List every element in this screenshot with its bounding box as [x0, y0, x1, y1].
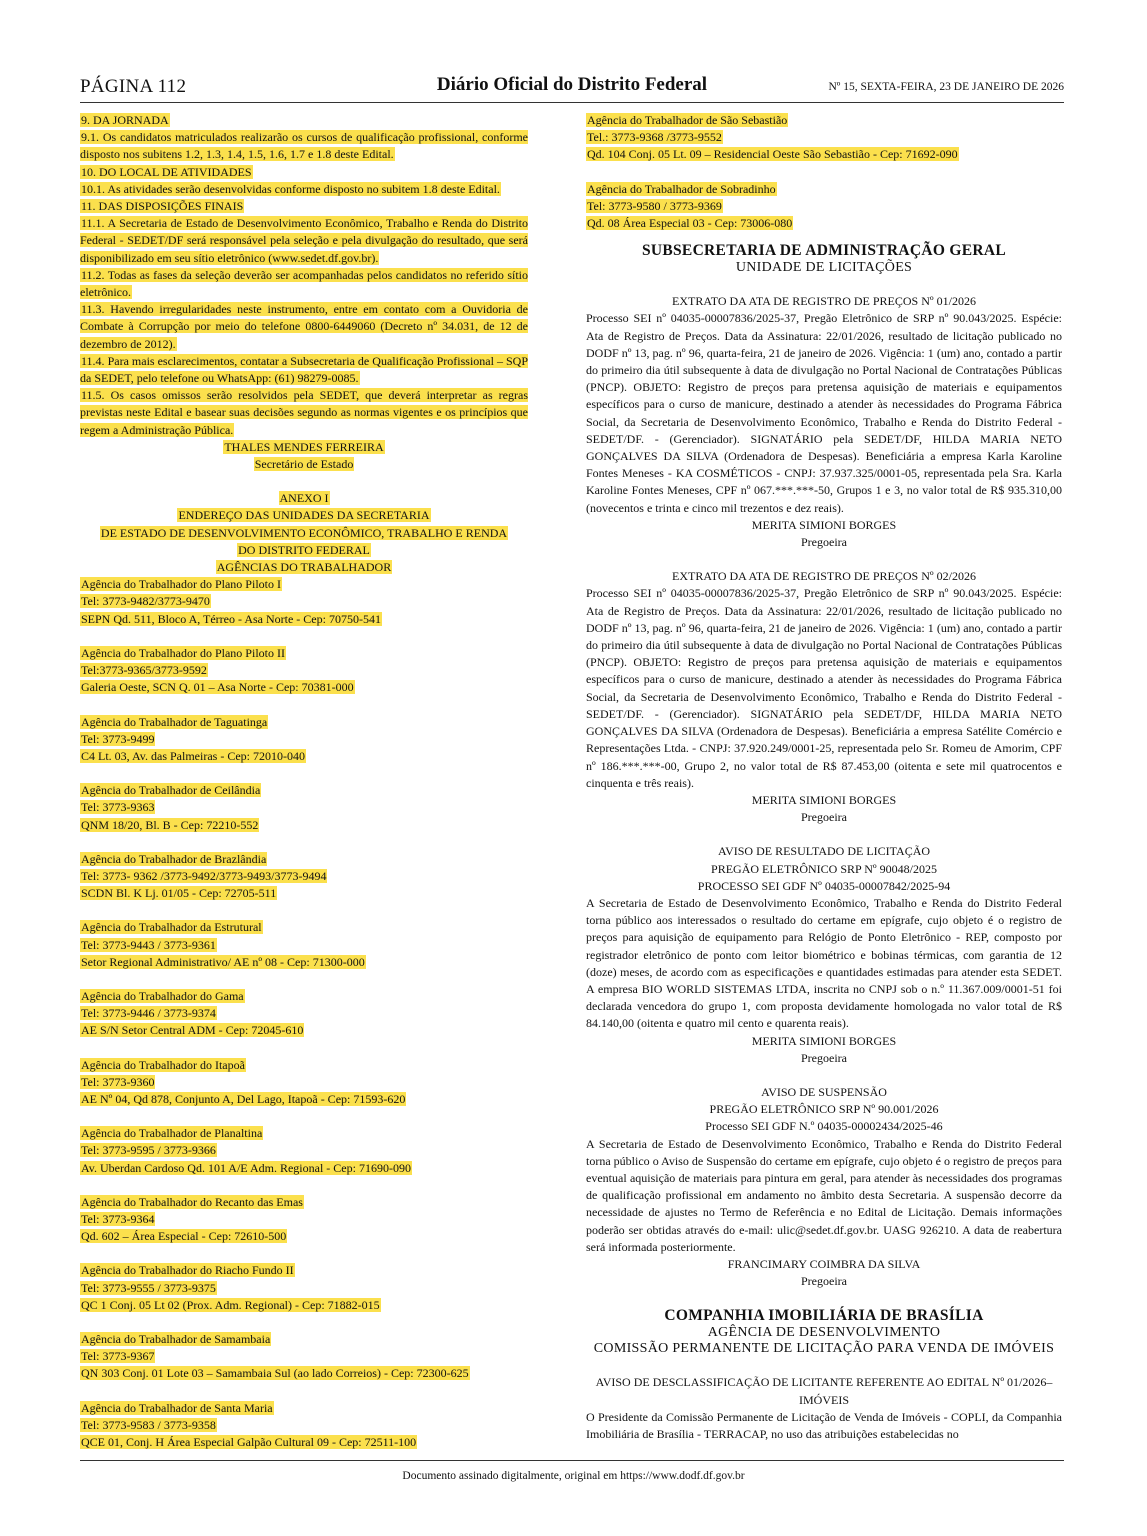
- edital-line: 10. DO LOCAL DE ATIVIDADES: [81, 164, 252, 179]
- annex-heading: AGÊNCIAS DO TRABALHADOR: [216, 560, 392, 575]
- agency-tel: Tel: 3773-9367: [81, 1349, 155, 1364]
- agency-name: Agência do Trabalhador do Plano Piloto II: [81, 645, 285, 660]
- signer-role: Pregoeira: [801, 810, 847, 825]
- agency-address: QN 303 Conj. 01 Lote 03 – Samambaia Sul (ao lado Correios) - Cep: 72300-625: [81, 1366, 469, 1381]
- footer-divider: [80, 1460, 1064, 1461]
- agency-name: Agência do Trabalhador de Brazlândia: [81, 851, 267, 866]
- edital-line: 11.2. Todas as fases da seleção deverão ser acompanhadas pelos candidatos no referido sítio eletrônico.: [80, 267, 528, 300]
- agency-address: Setor Regional Administrativo/ AE nº 08 - Cep: 71300-000: [81, 954, 365, 969]
- agency-name: Agência do Trabalhador de Santa Maria: [81, 1400, 273, 1415]
- agency-address: QNM 18/20, Bl. B - Cep: 72210-552: [81, 817, 259, 832]
- agency-tel: Tel: 3773-9595 / 3773-9366: [81, 1143, 216, 1158]
- aviso-title: AVISO DE DESCLASSIFICAÇÃO DE LICITANTE REFERENTE AO EDITAL Nº 01/2026–IMÓVEIS: [595, 1375, 1053, 1407]
- annex-title: ANEXO I: [279, 491, 329, 506]
- agency-tel: Tel:3773-9365/3773-9592: [81, 663, 207, 678]
- aviso-subtitle: PREGÃO ELETRÔNICO SRP Nº 90048/2025: [711, 861, 937, 876]
- agency-tel: Tel: 3773-9580 / 3773-9369: [587, 198, 722, 213]
- section-subtitle: COMISSÃO PERMANENTE DE LICITAÇÃO PARA VENDA DE IMÓVEIS: [593, 1341, 1055, 1357]
- annex-heading: ENDEREÇO DAS UNIDADES DA SECRETARIA: [178, 508, 430, 523]
- aviso-body: O Presidente da Comissão Permanente de Licitação de Venda de Imóveis - COPLI, da Companhia Imobiliária de Brasília - TERRACAP, no uso das atribuições estabelecidas no: [586, 1409, 1062, 1441]
- annex-heading: DE ESTADO DE DESENVOLVIMENTO ECONÔMICO, TRABALHO E RENDA: [100, 525, 508, 540]
- edital-line: 11.4. Para mais esclarecimentos, contatar a Subsecretaria de Qualificação Profissional – SQP da SEDET, pelo telefone ou WhatsApp: (61) 98279-0085.: [80, 353, 528, 386]
- agency-name: Agência do Trabalhador do Recanto das Emas: [81, 1194, 303, 1209]
- edital-line: 11.1. A Secretaria de Estado de Desenvolvimento Econômico, Trabalho e Renda do Distrito Federal - SEDET/DF será responsável pela seleção e pela divulgação do resultado, que será disponibilizado em seu sítio eletrônico (www.sedet.df.gov.br).: [80, 216, 528, 265]
- agency-name: Agência do Trabalhador de Planaltina: [81, 1126, 263, 1141]
- aviso-body: A Secretaria de Estado de Desenvolvimento Econômico, Trabalho e Renda do Distrito Federal torna público aos interessados o resultado do certame em epígrafe, cujo objeto é o registro de preços para aquisição de equipamento para Relógio de Ponto Eletrônico - REP, composto por registrador eletrônico de ponto com leitor biométrico e bobinas térmicas, com garantia de 12 (doze) meses, de acordo com as especificações e quantidades estimadas para atender esta SEDET. A empresa BIO WORLD SISTEMAS LTDA, inscrita no CNPJ sob o n.º 11.367.009/0001-51 foi declarada vencedora do grupo 1, com proposta devidamente homologada no valor total de R$ 84.140,00 (oitenta e quatro mil cento e quarenta reais).: [586, 895, 1062, 1031]
- edital-line: 9. DA JORNADA: [81, 113, 169, 127]
- agency-name: Agência do Trabalhador de São Sebastião: [587, 113, 788, 127]
- agency-address: SEPN Qd. 511, Bloco A, Térreo - Asa Norte - Cep: 70750-541: [81, 611, 381, 626]
- agency-name: Agência do Trabalhador do Itapoã: [81, 1057, 245, 1072]
- aviso-title: AVISO DE RESULTADO DE LICITAÇÃO: [717, 844, 931, 859]
- aviso-title: AVISO DE SUSPENSÃO: [761, 1084, 887, 1099]
- agency-address: Galeria Oeste, SCN Q. 01 – Asa Norte - Cep: 70381-000: [81, 680, 354, 695]
- edital-line: 11.3. Havendo irregularidades neste instrumento, entre em contato com a Ouvidoria de Combate à Corrupção por meio do telefone 0800-6449060 (Decreto nº 34.031, de 12 de dezembro de 2012).: [80, 302, 528, 351]
- agency-tel: Tel: 3773-9364: [81, 1211, 155, 1226]
- extrato-title: EXTRATO DA ATA DE REGISTRO DE PREÇOS Nº 01/2026: [672, 294, 976, 309]
- signer-name: FRANCIMARY COIMBRA DA SILVA: [727, 1256, 921, 1271]
- agency-address: Av. Uberdan Cardoso Qd. 101 A/E Adm. Regional - Cep: 71690-090: [81, 1160, 411, 1175]
- page-number: PÁGINA 112: [80, 76, 187, 97]
- journal-title: Diário Oficial do Distrito Federal: [436, 74, 708, 95]
- agency-tel: Tel: 3773-9360: [81, 1074, 155, 1089]
- agency-address: AE S/N Setor Central ADM - Cep: 72045-610: [81, 1023, 304, 1038]
- edital-line: 9.1. Os candidatos matriculados realizarão os cursos de qualificação profissional, conforme disposto nos subitens 1.2, 1.3, 1.4, 1.5, 1.6, 1.7 e 1.8 deste Edital.: [80, 130, 528, 162]
- agency-tel: Tel: 3773-9443 / 3773-9361: [81, 937, 216, 952]
- agency-tel: Tel: 3773-9446 / 3773-9374: [81, 1006, 216, 1021]
- agency-tel: Tel: 3773-9363: [81, 800, 155, 815]
- agency-tel: Tel: 3773-9555 / 3773-9375: [81, 1280, 216, 1295]
- edital-line: 11.5. Os casos omissos serão resolvidos pela SEDET, que deverá interpretar as regras previstas neste Edital e basear suas decisões segundo as normas vigentes e os princípios que regem a Administração Pública.: [80, 388, 528, 437]
- extrato-body: Processo SEI nº 04035-00007836/2025-37, Pregão Eletrônico de SRP nº 90.043/2025. Espécie: Ata de Registro de Preços. Data da Assinatura: 22/01/2026, resultado de licitação publicado no DODF nº 13, pag. nº 96, quarta-feira, 21 de janeiro de 2026. Vigência: 1 (um) ano, contado a partir do primeiro dia útil subsequente à data de divulgação no Portal Nacional de Contratações Públicas (PNCP). OBJETO: Registro de preços para pretensa aquisição de materiais e equipamentos específicos para o curso de manicure, destinado a atender às necessidades do Programa Fábrica Social, da Secretaria de Desenvolvimento Econômico, Trabalho e Renda do Distrito Federal - SEDET/DF. - (Gerenciador). SIGNATÁRIO pela SEDET/DF, HILDA MARIA NETO GONÇALVES DA SILVA (Ordenadora de Despesas). Beneficiária a empresa Karla Karoline Fontes Meneses - KA COSMÉTICOS - CNPJ: 37.937.325/0001-05, representada pela Sra. Karla Karoline Fontes Meneses, CPF nº 067.***.***-50, Grupos 1 e 3, no valor total de R$ 935.310,00 (novecentos e trinta e cinco mil trezentos e dez reais).: [586, 311, 1062, 515]
- extrato-body: Processo SEI nº 04035-00007836/2025-37, Pregão Eletrônico de SRP nº 90.043/2025. Espécie: Ata de Registro de Preços. Data da Assinatura: 22/01/2026, resultado de licitação publicado no DODF nº 13, pag. nº 96, quarta-feira, 21 de janeiro de 2026. Vigência: 1 (um) ano, contado a partir do primeiro dia útil subsequente à data de divulgação no Portal Nacional de Contratações Públicas (PNCP). OBJETO: Registro de preços para pretensa aquisição de materiais e equipamentos específicos para o curso de manicure, destinado a atender às necessidades do Programa Fábrica Social, da Secretaria de Desenvolvimento Econômico, Trabalho e Renda do Distrito Federal - SEDET/DF. - (Gerenciador). SIGNATÁRIO pela SEDET/DF, HILDA MARIA NETO GONÇALVES DA SILVA (Ordenadora de Despesas). Beneficiária a empresa Satélite Comércio e Representações Ltda. - CNPJ: 37.920.249/0001-25, representada pelo Sr. Romeu de Amorim, CPF nº 186.***.***-00, Grupo 2, no valor total de R$ 87.453,00 (oitenta e sete mil quatrocentos e cinquenta e três reais).: [586, 586, 1062, 790]
- agency-name: Agência do Trabalhador da Estrutural: [81, 920, 262, 935]
- agency-address: Qd. 602 – Área Especial - Cep: 72610-500: [81, 1229, 287, 1244]
- agency-list: [586, 112, 1062, 232]
- edital-line: 11. DAS DISPOSIÇÕES FINAIS: [81, 199, 244, 214]
- agency-tel: Tel: 3773-9583 / 3773-9358: [81, 1417, 216, 1432]
- edital-line: 10.1. As atividades serão desenvolvidas conforme disposto no subitem 1.8 deste Edital.: [81, 181, 500, 196]
- section-title: COMPANHIA IMOBILIÁRIA DE BRASÍLIA: [664, 1307, 984, 1325]
- agency-name: Agência do Trabalhador do Plano Piloto I: [81, 577, 281, 592]
- signer-name: MERITA SIMIONI BORGES: [751, 792, 897, 807]
- agency-address: QC 1 Conj. 05 Lt 02 (Prox. Adm. Regional) - Cep: 71882-015: [81, 1297, 380, 1312]
- aviso-body: A Secretaria de Estado de Desenvolvimento Econômico, Trabalho e Renda do Distrito Federal torna público o Aviso de Suspensão do certame em epígrafe, cujo objeto é o registro de preços para eventual aquisição de materiais para pintura em geral, para atender às necessidades dos programas de qualificação profissional em andamento no âmbito desta Secretaria. A suspensão decorre da necessidade de ajustes no Termo de Referência e no Edital de Licitação. Demais informações poderão ser obtidas através do e-mail: ulic@sedet.df.gov.br. UASG 926210. A data de reabertura será informada posteriormente.: [586, 1136, 1062, 1254]
- agency-tel: Tel: 3773-9482/3773-9470: [81, 594, 210, 609]
- agency-name: Agência do Trabalhador do Gama: [81, 988, 244, 1003]
- signer-role: Pregoeira: [801, 535, 847, 550]
- footer-note: Documento assinado digitalmente, original em https://www.dodf.df.gov.br: [402, 1470, 745, 1482]
- agency-address: Qd. 104 Conj. 05 Lt. 09 – Residencial Oeste São Sebastião - Cep: 71692-090: [587, 147, 958, 162]
- agency-tel: Tel: 3773-9499: [81, 731, 155, 746]
- agency-name: Agência do Trabalhador de Ceilândia: [81, 783, 261, 798]
- agency-name: Agência do Trabalhador de Sobradinho: [587, 181, 776, 196]
- section-subtitle: UNIDADE DE LICITAÇÕES: [735, 260, 913, 276]
- extrato-title: EXTRATO DA ATA DE REGISTRO DE PREÇOS Nº 02/2026: [672, 569, 976, 584]
- annex-heading: DO DISTRITO FEDERAL: [238, 542, 370, 557]
- aviso-process: Processo SEI GDF N.º 04035-00002434/2025-46: [705, 1119, 943, 1134]
- signer-name: MERITA SIMIONI BORGES: [751, 1033, 897, 1048]
- right-column: [586, 112, 1062, 1443]
- page-header: [80, 74, 1064, 103]
- agency-name: Agência do Trabalhador de Taguatinga: [81, 714, 268, 729]
- agency-address: AE Nº 04, Qd 878, Conjunto A, Del Lago, Itapoã - Cep: 71593-620: [81, 1091, 406, 1106]
- agency-list: [80, 576, 528, 1451]
- signer-role: Pregoeira: [801, 1274, 847, 1289]
- signer-role: Secretário de Estado: [254, 457, 354, 472]
- signer-name: MERITA SIMIONI BORGES: [751, 517, 897, 532]
- agency-tel: Tel: 3773- 9362 /3773-9492/3773-9493/3773-9494: [81, 868, 327, 883]
- agency-address: C4 Lt. 03, Av. das Palmeiras - Cep: 72010-040: [81, 748, 305, 763]
- issue-date: Nº 15, SEXTA-FEIRA, 23 DE JANEIRO DE 2026: [828, 81, 1064, 93]
- section-title: SUBSECRETARIA DE ADMINISTRAÇÃO GERAL: [641, 242, 1007, 260]
- left-column: [80, 112, 528, 1451]
- agency-address: SCDN Bl. K Lj. 01/05 - Cep: 72705-511: [81, 886, 277, 901]
- agency-tel: Tel.: 3773-9368 /3773-9552: [587, 130, 722, 145]
- signer-role: Pregoeira: [801, 1050, 847, 1065]
- signer-name: THALES MENDES FERREIRA: [224, 439, 384, 454]
- agency-name: Agência do Trabalhador de Samambaia: [81, 1331, 271, 1346]
- aviso-subtitle: PREGÃO ELETRÔNICO SRP Nº 90.001/2026: [709, 1102, 939, 1117]
- aviso-process: PROCESSO SEI GDF Nº 04035-00007842/2025-94: [697, 878, 951, 893]
- agency-name: Agência do Trabalhador do Riacho Fundo II: [81, 1263, 294, 1278]
- agency-address: Qd. 08 Área Especial 03 - Cep: 73006-080: [587, 216, 793, 231]
- agency-address: QCE 01, Conj. H Área Especial Galpão Cultural 09 - Cep: 72511-100: [81, 1435, 417, 1449]
- section-subtitle: AGÊNCIA DE DESENVOLVIMENTO: [707, 1325, 941, 1341]
